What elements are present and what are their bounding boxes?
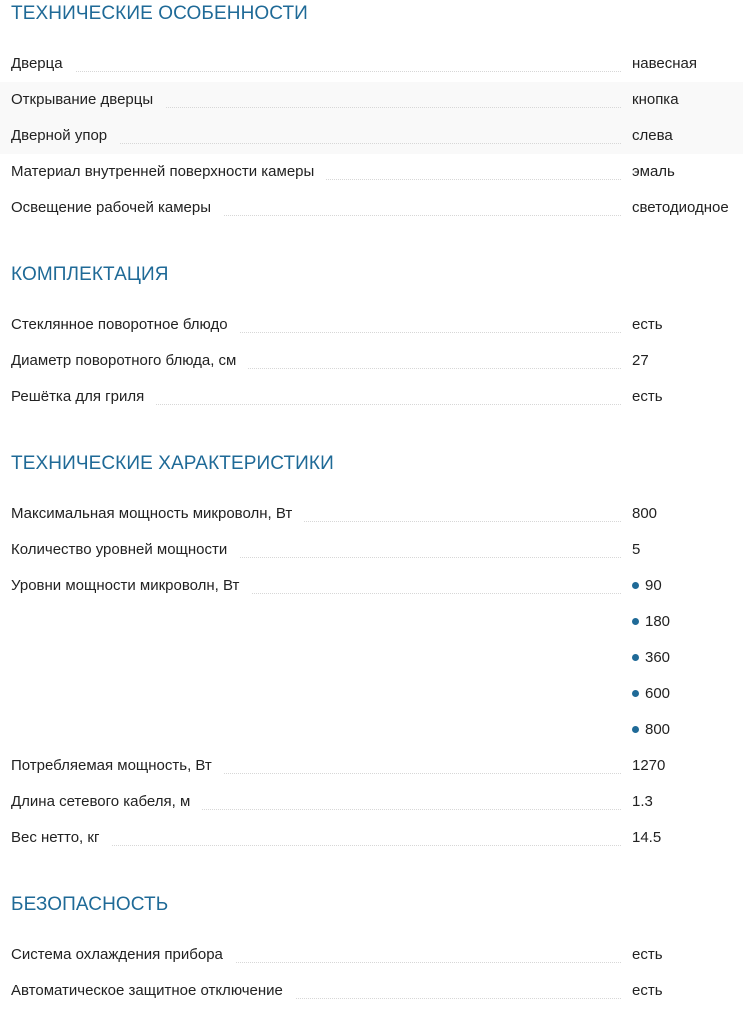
section-specifications (0, 453, 334, 475)
power-levels-list (632, 568, 670, 748)
section-title: БЕЗОПАСНОСТЬ (11, 894, 169, 915)
power-level-value: 800 (645, 721, 671, 738)
bullet-icon (632, 654, 639, 661)
power-level-value: 180 (645, 613, 671, 630)
spec-value: кнопка (632, 91, 679, 108)
list-item (632, 568, 670, 604)
power-level-value: 90 (645, 577, 662, 594)
spec-row (0, 937, 743, 973)
spec-value: 1270 (632, 757, 666, 774)
spec-row (0, 190, 743, 226)
spec-label: Стеклянное поворотное блюдо (11, 307, 240, 343)
spec-row (0, 82, 743, 118)
power-level-value: 360 (645, 649, 671, 666)
spec-label: Открывание дверцы (11, 82, 165, 118)
section-title: ТЕХНИЧЕСКИЕ ХАРАКТЕРИСТИКИ (11, 453, 334, 474)
list-item (632, 676, 670, 712)
section-safety (0, 894, 168, 916)
spec-label: Диаметр поворотного блюда, см (11, 343, 248, 379)
spec-label: Вес нетто, кг (11, 820, 111, 856)
spec-row (0, 820, 743, 856)
spec-label: Максимальная мощность микроволн, Вт (11, 496, 304, 532)
spec-row (0, 496, 743, 532)
spec-row (0, 307, 743, 343)
section-title: КОМПЛЕКТАЦИЯ (11, 264, 169, 285)
bullet-icon (632, 618, 639, 625)
spec-value: навесная (632, 55, 698, 72)
section-package-contents (0, 264, 169, 286)
spec-value: слева (632, 127, 673, 144)
section-title: ТЕХНИЧЕСКИЕ ОСОБЕННОСТИ (11, 3, 308, 24)
spec-row (0, 154, 743, 190)
spec-label: Потребляемая мощность, Вт (11, 748, 224, 784)
spec-row (0, 343, 743, 379)
spec-label: Освещение рабочей камеры (11, 190, 223, 226)
spec-row (0, 118, 743, 154)
bullet-icon (632, 726, 639, 733)
spec-row (0, 46, 743, 82)
spec-row (0, 784, 743, 820)
spec-value: есть (632, 388, 663, 405)
spec-row (0, 379, 743, 415)
spec-label: Дверца (11, 46, 75, 82)
bullet-icon (632, 690, 639, 697)
spec-label: Длина сетевого кабеля, м (11, 784, 202, 820)
spec-label: Дверной упор (11, 118, 119, 154)
spec-label: Материал внутренней поверхности камеры (11, 154, 326, 190)
spec-value: 5 (632, 541, 641, 558)
bullet-icon (632, 582, 639, 589)
spec-value: есть (632, 946, 663, 963)
spec-value: светодиодное (632, 199, 729, 216)
power-level-value: 600 (645, 685, 671, 702)
spec-label: Количество уровней мощности (11, 532, 239, 568)
spec-label: Уровни мощности микроволн, Вт (11, 568, 251, 604)
spec-value: есть (632, 982, 663, 999)
section-technical-features (0, 3, 308, 25)
list-item (632, 604, 670, 640)
spec-row-multi (0, 568, 743, 748)
spec-row (0, 532, 743, 568)
spec-label: Автоматическое защитное отключение (11, 973, 295, 1009)
spec-value: 27 (632, 352, 649, 369)
spec-row (0, 973, 743, 1009)
spec-label: Система охлаждения прибора (11, 937, 235, 973)
dot-leader (11, 71, 621, 72)
spec-value: 1.3 (632, 793, 653, 810)
spec-value: есть (632, 316, 663, 333)
list-item (632, 712, 670, 748)
spec-value: 800 (632, 505, 658, 522)
spec-value: эмаль (632, 163, 675, 180)
spec-row (0, 748, 743, 784)
list-item (632, 640, 670, 676)
spec-label: Решётка для гриля (11, 379, 156, 415)
spec-value: 14.5 (632, 829, 662, 846)
